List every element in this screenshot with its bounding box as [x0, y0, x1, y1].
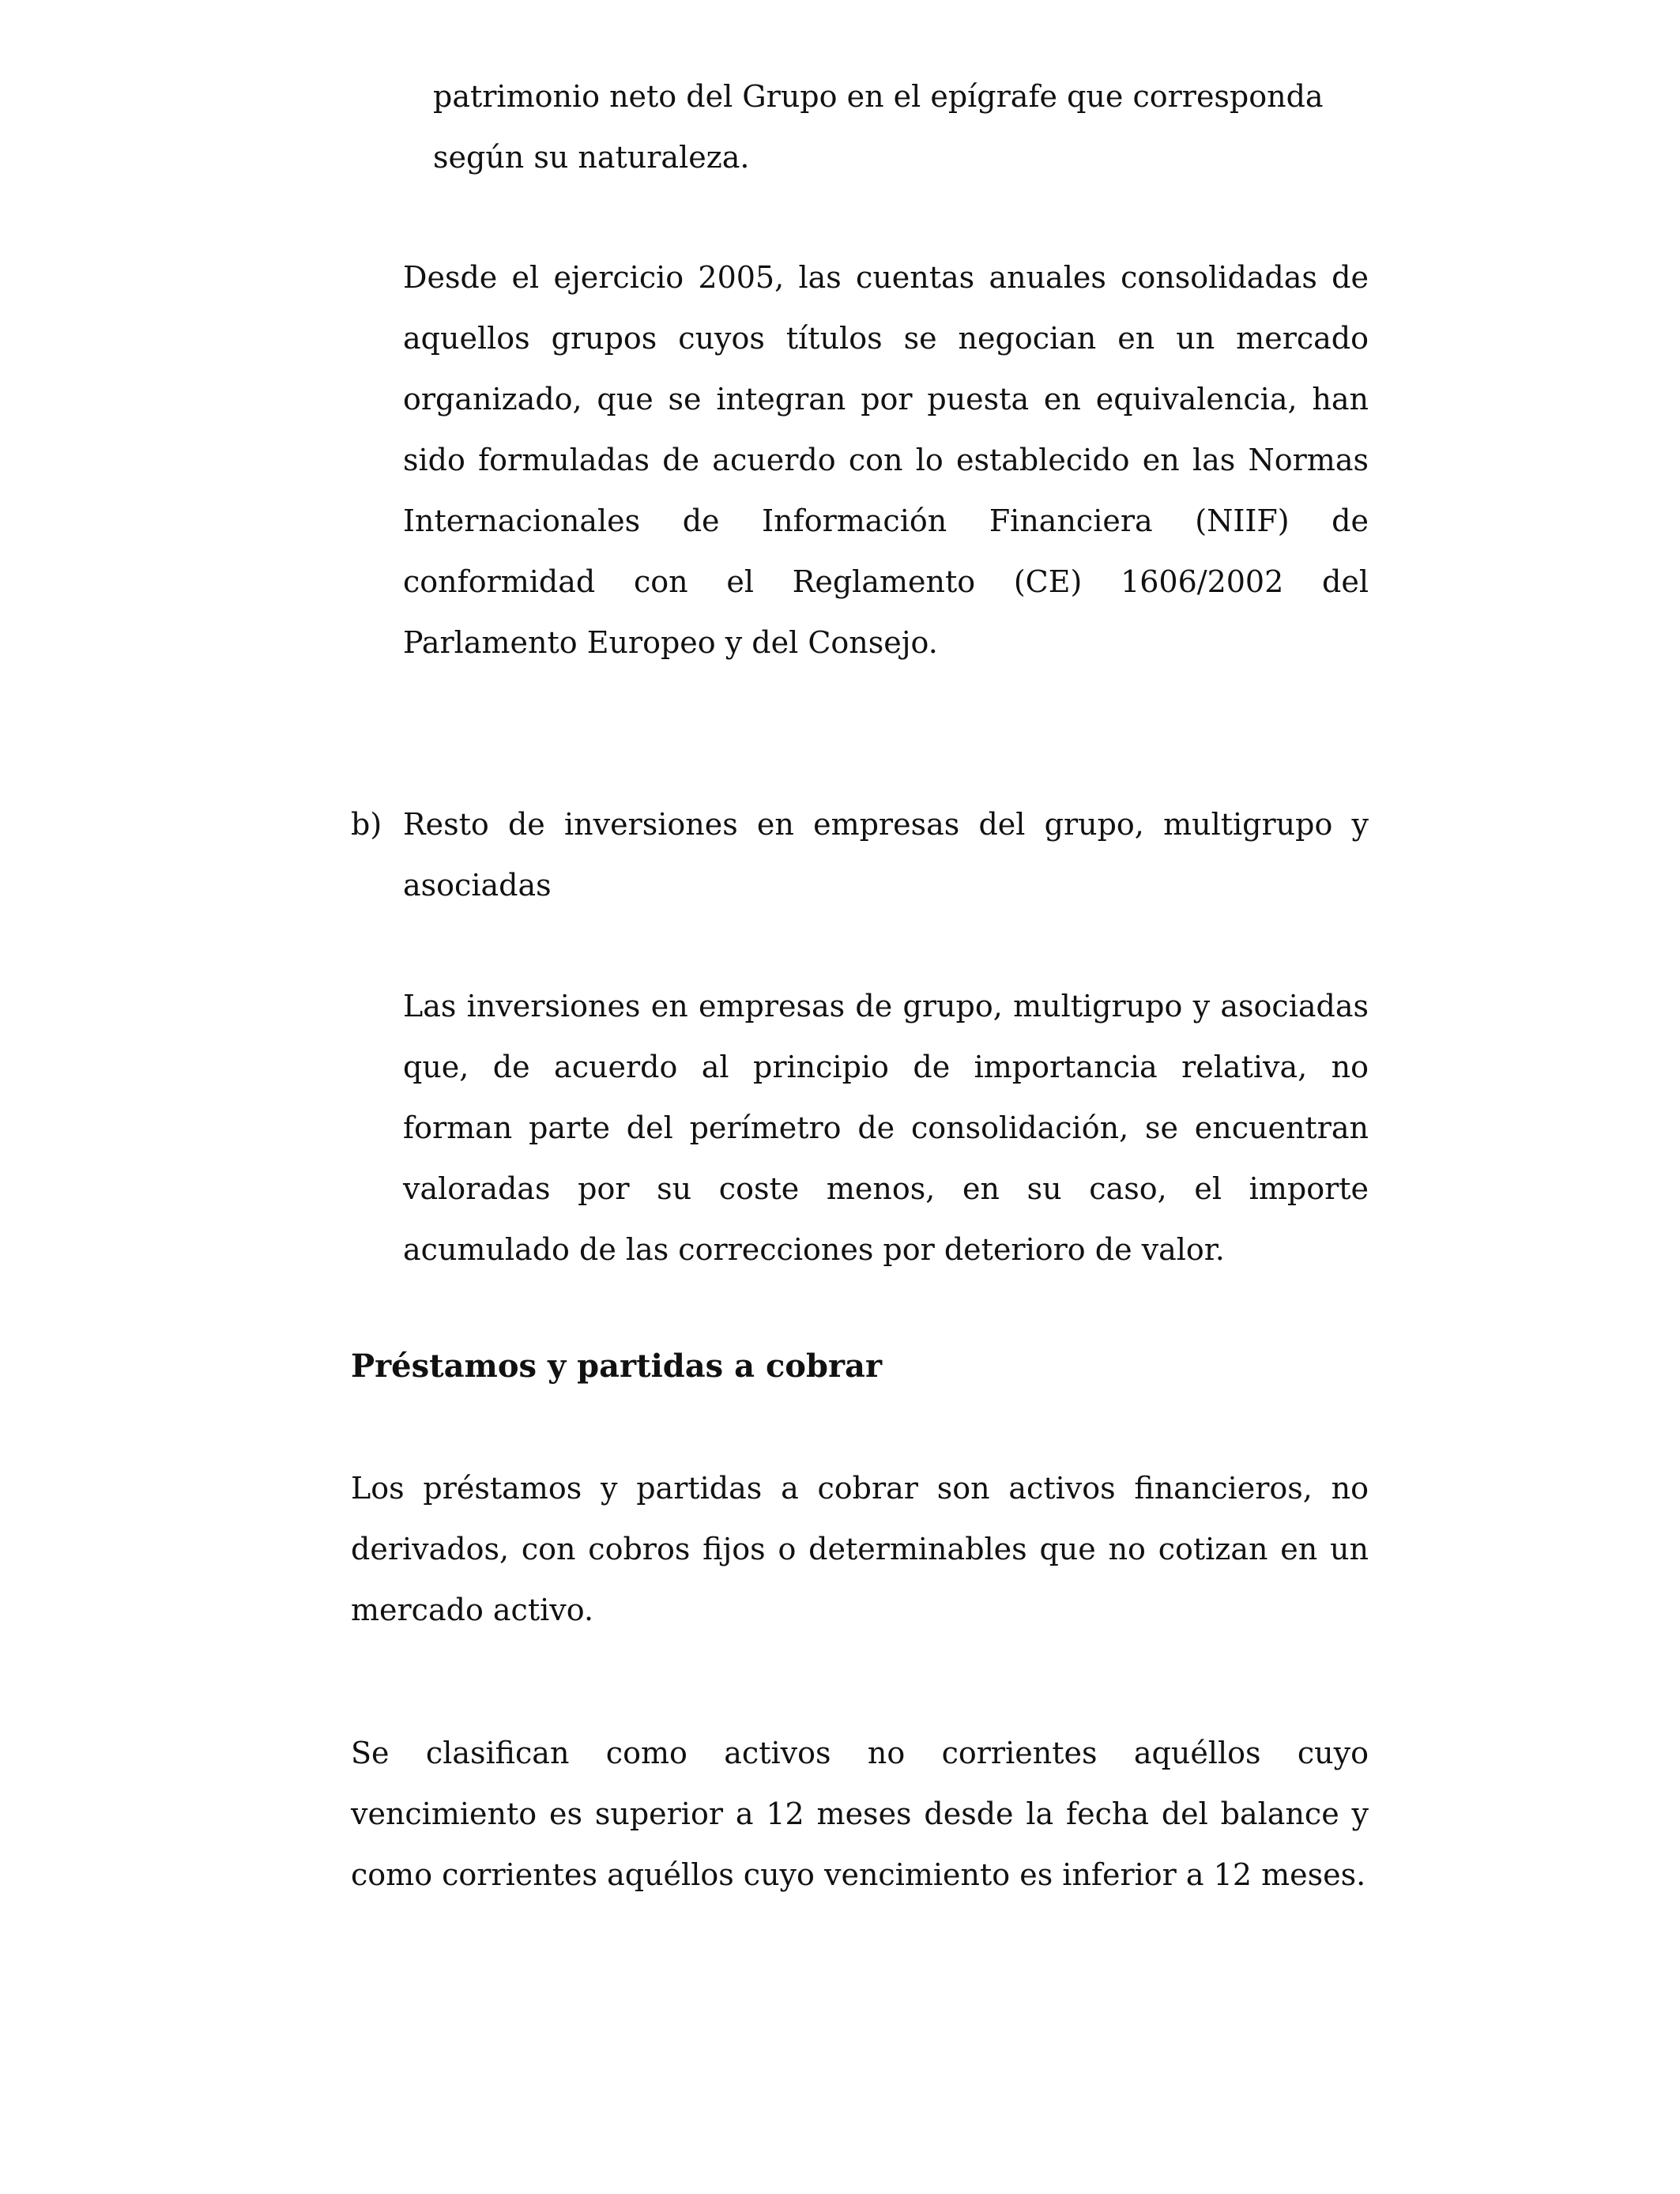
- list-item-title: Resto de inversiones en empresas del grupo, multigrupo y asociadas: [403, 807, 1369, 903]
- paragraph-loans-definition: Los préstamos y partidas a cobrar son activos financieros, no derivados, con cobros fijos o determinables que no cotizan en un mercado activo.: [351, 1471, 1369, 1627]
- continuation-paragraph: patrimonio neto del Grupo en el epígrafe que corresponda según su naturaleza.: [433, 79, 1324, 175]
- paragraph-group-investments: Las inversiones en empresas de grupo, multigrupo y asociadas que, de acuerdo al principio de importancia relativa, no forman parte del perímetro de consolidación, se encuentran valoradas por su coste menos, en su caso, el importe acumulado de las correcciones por deterioro de valor.: [403, 989, 1369, 1267]
- section-heading: Préstamos y partidas a cobrar: [351, 1348, 883, 1385]
- paragraph-loans-classification: Se clasifican como activos no corrientes aquéllos cuyo vencimiento es superior a 12 meses desde la fecha del balance y como corrientes aquéllos cuyo vencimiento es inferior a 12 meses.: [351, 1736, 1369, 1892]
- list-marker: b): [351, 807, 382, 842]
- paragraph-niif-consolidation: Desde el ejercicio 2005, las cuentas anuales consolidadas de aquellos grupos cuyos títulos se negocian en un mercado organizado, que se integran por puesta en equivalencia, han sido formuladas de acuerdo con lo establecido en las Normas Internacionales de Información Financiera (NIIF) de conformidad con el Reglamento (CE) 1606/2002 del Parlamento Europeo y del Consejo.: [403, 260, 1369, 660]
